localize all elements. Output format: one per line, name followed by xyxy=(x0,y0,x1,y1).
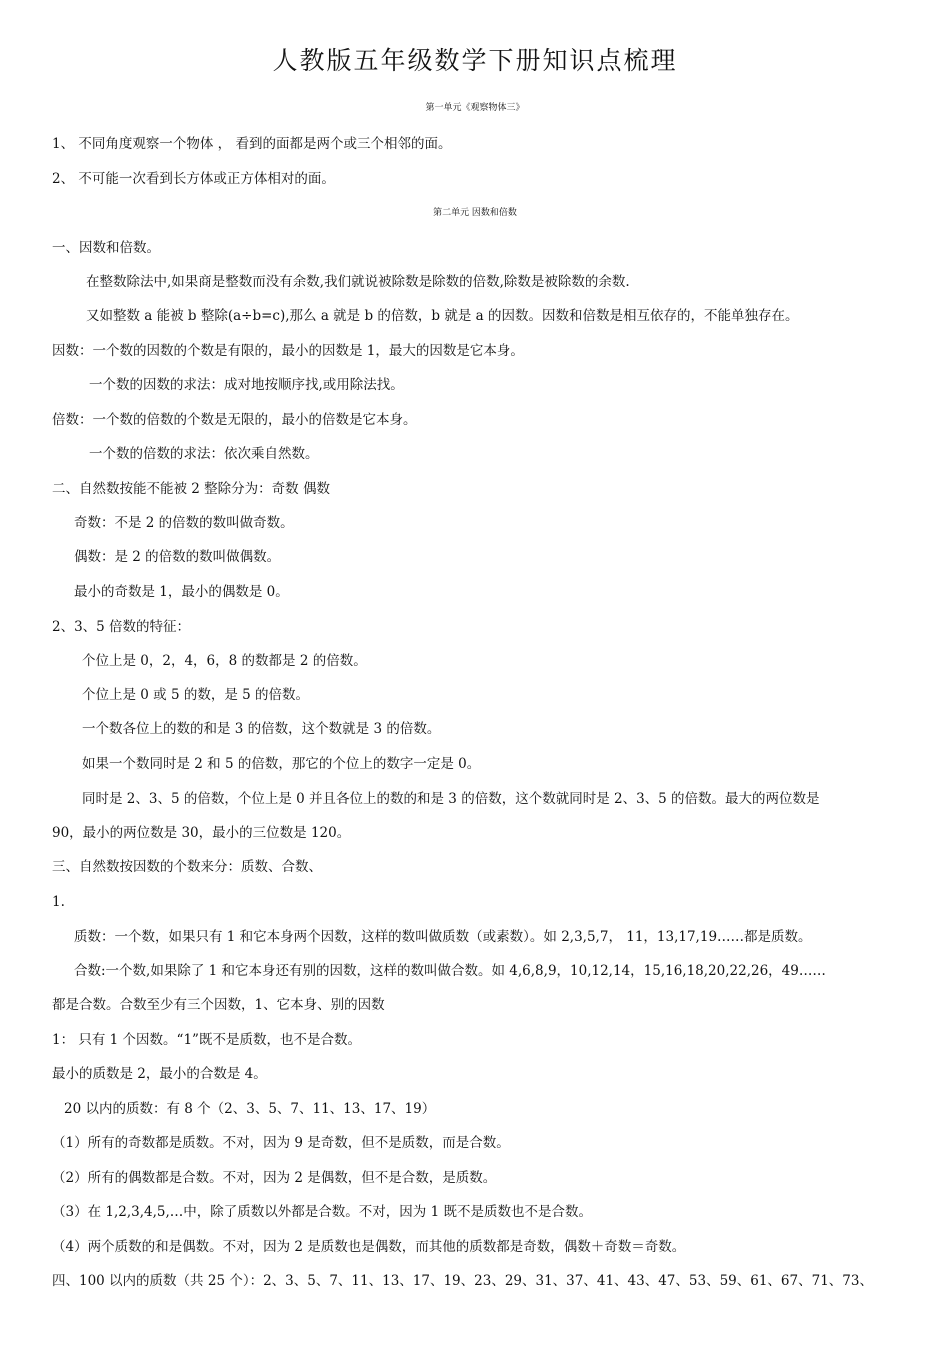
unit1-heading: 第一单元《观察物体三》 xyxy=(425,103,525,113)
feature-2: 个位上是 0，2，4，6，8 的数都是 2 的倍数。 xyxy=(82,653,367,669)
feature-5: 个位上是 0 或 5 的数，是 5 的倍数。 xyxy=(82,687,310,703)
multiple-method: 一个数的倍数的求法：依次乘自然数。 xyxy=(89,446,319,462)
factor-definition: 因数：一个数的因数的个数是有限的，最小的因数是 1，最大的因数是它本身。 xyxy=(52,343,524,359)
document-title: 人教版五年级数学下册知识点梳理 xyxy=(272,46,678,75)
feature-2-3-5-line-1: 同时是 2、3、5 的倍数，个位上是 0 并且各位上的数的和是 3 的倍数，这个数就同时是 2、3、5 的倍数。最大的两位数是 xyxy=(82,791,820,807)
section1-title: 一、因数和倍数。 xyxy=(52,240,160,256)
primes-within-20: 20 以内的质数：有 8 个（2、3、5、7、11、13、17、19） xyxy=(64,1101,436,1117)
section2-title: 二、自然数按能不能被 2 整除分为：奇数 偶数 xyxy=(52,481,330,497)
unit1-point-2: 2、 不可能一次看到长方体或正方体相对的面。 xyxy=(52,171,335,187)
number-one-note: 1： 只有 1 个因数。“1”既不是质数，也不是合数。 xyxy=(52,1032,361,1048)
factor-method: 一个数的因数的求法：成对地按顺序找,或用除法找。 xyxy=(89,377,404,393)
section4-primes-100: 四、100 以内的质数（共 25 个）：2、3、5、7、11、13、17、19、23、29、31、37、41、43、47、53、59、61、67、71、73、 xyxy=(52,1273,873,1289)
judgment-4: （4）两个质数的和是偶数。不对，因为 2 是质数也是偶数，而其他的质数都是奇数，偶数＋奇数＝奇数。 xyxy=(52,1239,686,1255)
judgment-2: （2）所有的偶数都是合数。不对，因为 2 是偶数，但不是合数，是质数。 xyxy=(52,1170,497,1186)
feature-2-and-5: 如果一个数同时是 2 和 5 的倍数，那它的个位上的数字一定是 0。 xyxy=(82,756,481,772)
feature-2-3-5-line-2: 90，最小的两位数是 30，最小的三位数是 120。 xyxy=(52,825,351,841)
min-prime-composite: 最小的质数是 2，最小的合数是 4。 xyxy=(52,1066,267,1082)
section1-para-1: 在整数除法中,如果商是整数而没有余数,我们就说被除数是除数的倍数,除数是被除数的余数. xyxy=(86,274,630,290)
judgment-1: （1）所有的奇数都是质数。不对，因为 9 是奇数，但不是质数，而是合数。 xyxy=(52,1135,510,1151)
composite-definition-line-1: 合数:一个数,如果除了 1 和它本身还有别的因数，这样的数叫做合数。如 4,6,8,9，10,12,14，15,16,18,20,22,26，49…… xyxy=(74,963,826,979)
unit2-heading: 第二单元 因数和倍数 xyxy=(433,208,517,218)
composite-definition-line-2: 都是合数。合数至少有三个因数，1、它本身、别的因数 xyxy=(52,997,385,1013)
prime-definition: 质数：一个数，如果只有 1 和它本身两个因数，这样的数叫做质数（或素数）。如 2,3,5,7， 11，13,17,19……都是质数。 xyxy=(74,929,812,945)
unit1-point-1: 1、 不同角度观察一个物体 ， 看到的面都是两个或三个相邻的面。 xyxy=(52,136,452,152)
even-definition: 偶数：是 2 的倍数的数叫做偶数。 xyxy=(74,549,281,565)
section3-title: 三、自然数按因数的个数来分：质数、合数、 xyxy=(52,859,322,875)
feature-3: 一个数各位上的数的和是 3 的倍数，这个数就是 3 的倍数。 xyxy=(82,721,441,737)
multiple-definition: 倍数：一个数的倍数的个数是无限的，最小的倍数是它本身。 xyxy=(52,412,417,428)
odd-definition: 奇数：不是 2 的倍数的数叫做奇数。 xyxy=(74,515,294,531)
section3-number: 1. xyxy=(52,894,65,910)
section1-para-2: 又如整数 a 能被 b 整除(a÷b=c),那么 a 就是 b 的倍数，b 就是 a 的因数。因数和倍数是相互依存的，不能单独存在。 xyxy=(86,308,799,324)
min-odd-even: 最小的奇数是 1，最小的偶数是 0。 xyxy=(74,584,289,600)
judgment-3: （3）在 1,2,3,4,5,…中，除了质数以外都是合数。不对，因为 1 既不是质数也不是合数。 xyxy=(52,1204,592,1220)
feature-title: 2、3、5 倍数的特征： xyxy=(52,619,191,635)
